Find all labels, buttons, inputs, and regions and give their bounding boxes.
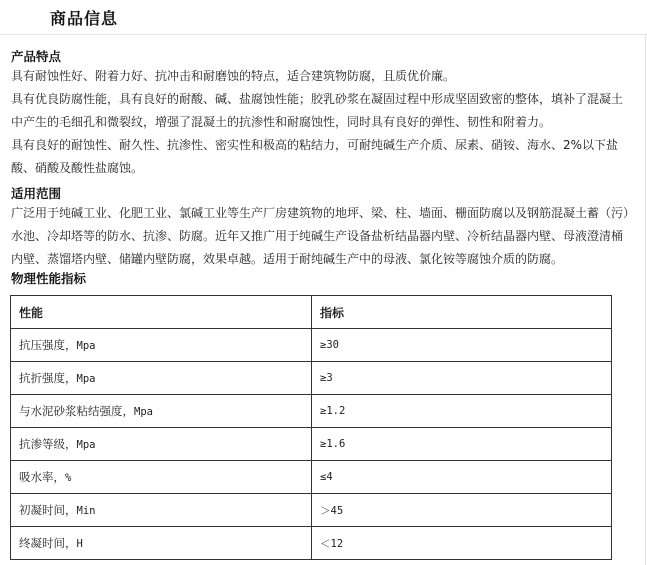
property-value: ≥1.6 <box>312 428 612 461</box>
property-name-cell <box>11 527 312 560</box>
property-unit: % <box>65 472 72 484</box>
properties-table <box>10 295 612 560</box>
property-name-cell <box>11 428 312 461</box>
features-paragraph-2: 具有优良防腐性能，具有良好的耐酸、碱、盐腐蚀性能；胶乳砂浆在凝固过程中形成坚固致密的整体，填补了混凝土中产生的毛细孔和微裂纹，增强了混凝土的抗渗性和耐腐蚀性，同时具有良好的弹性、韧性和附着力。 <box>11 92 624 129</box>
features-title: 产品特点 <box>11 49 62 64</box>
table-row <box>11 461 612 494</box>
property-name: 吸水率， <box>19 470 65 484</box>
page-title: 商品信息 <box>50 9 119 28</box>
property-name: 抗渗等级， <box>19 437 77 451</box>
application-title: 适用范围 <box>11 186 62 201</box>
property-name-cell <box>11 494 312 527</box>
property-unit: Mpa <box>76 340 96 352</box>
property-value: ＞45 <box>312 494 612 527</box>
header-value: 指标 <box>312 296 612 329</box>
property-unit: Mpa <box>76 373 96 385</box>
property-unit: Mpa <box>76 439 96 451</box>
property-unit: Mpa <box>134 406 153 418</box>
table-row <box>11 428 612 461</box>
property-name: 终凝时间， <box>19 536 77 550</box>
property-name: 初凝时间， <box>19 503 77 517</box>
table-row <box>11 329 612 362</box>
property-value: ≥30 <box>312 329 612 362</box>
properties-title: 物理性能指标 <box>11 271 87 286</box>
table-row <box>11 395 612 428</box>
property-value: ≤4 <box>312 461 612 494</box>
property-name: 与水泥砂浆粘结强度， <box>19 404 134 418</box>
features-paragraph-3: 具有良好的耐蚀性、耐久性、抗渗性、密实性和极高的粘结力，可耐纯碱生产介质、尿素、硝铵、海水、2%以下盐酸、硝酸及酸性盐腐蚀。 <box>11 138 619 175</box>
property-name-cell <box>11 329 312 362</box>
property-unit: H <box>76 538 83 550</box>
product-info-panel <box>0 35 646 565</box>
property-name: 抗折强度， <box>19 371 77 385</box>
property-unit: Min <box>76 505 96 517</box>
header-bar <box>0 0 647 35</box>
table-row <box>11 527 612 560</box>
header-property: 性能 <box>11 296 312 329</box>
table-row <box>11 494 612 527</box>
property-name-cell <box>11 362 312 395</box>
application-paragraph: 广泛用于纯碱工业、化肥工业、氯碱工业等生产厂房建筑物的地坪、梁、柱、墙面、栅面防腐以及钢筋混凝土蓄（污）水池、冷却塔等的防水、抗渗、防腐。近年又推广用于纯碱生产设备盐析结晶器内壁、冷析结晶器内壁、母液澄清桶内壁、蒸馏塔内壁、储罐内壁防腐，效果卓越。适用于耐纯碱生产中的母液、氯化铵等腐蚀介质的防腐。 <box>11 206 630 266</box>
property-value: ≥3 <box>312 362 612 395</box>
property-name: 抗压强度， <box>19 338 77 352</box>
property-value: ≥1.2 <box>312 395 612 428</box>
features-paragraph-1: 具有耐蚀性好、附着力好、抗冲击和耐磨蚀的特点，适合建筑物防腐，且质优价廉。 <box>11 69 456 83</box>
property-name-cell <box>11 461 312 494</box>
property-name-cell <box>11 395 312 428</box>
table-header-row <box>11 296 612 329</box>
table-row <box>11 362 612 395</box>
property-value: ＜12 <box>312 527 612 560</box>
